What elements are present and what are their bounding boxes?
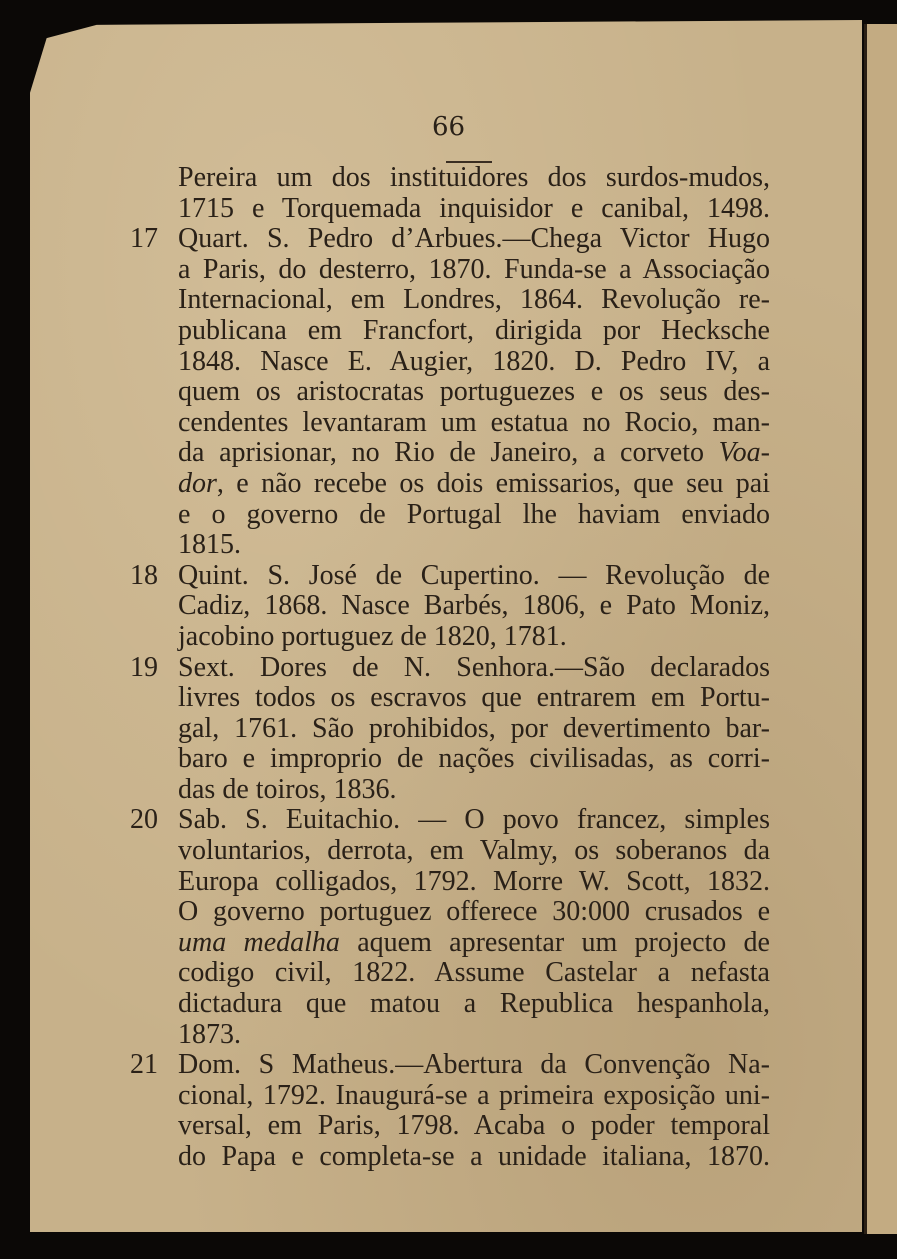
text-line: cendentes levantaram um estatua no Rocio, man-	[178, 406, 770, 438]
text-line: 1815.	[178, 529, 241, 561]
day-number: 19	[130, 651, 158, 683]
text-line: dictadura que matou a Republica hespanhola,	[178, 988, 770, 1020]
entry-line	[130, 805, 770, 836]
entry-line	[130, 224, 770, 255]
text-line: Dom. S Matheus.—Abertura da Convenção Na-	[178, 1049, 770, 1081]
almanac-text	[130, 163, 770, 1173]
text-line: Quint. S. José de Cupertino. — Revolução de	[178, 559, 770, 591]
text-line: Pereira um dos instituidores dos surdos-mudos,	[178, 162, 770, 193]
text-line: Cadiz, 1868. Nasce Barbés, 1806, e Pato Moniz,	[178, 590, 770, 622]
text-line: Sab. S. Euitachio. — O povo francez, simples	[178, 804, 770, 836]
text-line: e o governo de Portugal lhe haviam enviado	[178, 498, 770, 530]
italic-word: Voa-	[718, 437, 770, 469]
text-line: 1715 e Torquemada inquisidor e canibal, 1498.	[178, 192, 770, 224]
text-line: da aprisionar, no Rio de Janeiro, a corveto Voa-	[178, 437, 770, 469]
text-line: Quart. S. Pedro d’Arbues.—Chega Victor Hugo	[178, 223, 770, 255]
text-line: Europa colligados, 1792. Morre W. Scott, 1832.	[178, 865, 770, 897]
text-line: Internacional, em Londres, 1864. Revolução re-	[178, 284, 770, 316]
entry-line	[130, 1050, 770, 1081]
italic-phrase: uma medalha	[178, 926, 340, 958]
text-line: 1873.	[178, 1018, 241, 1050]
text-line: quem os aristocratas portuguezes e os seus des-	[178, 376, 770, 408]
text-line: voluntarios, derrota, em Valmy, os soberanos da	[178, 835, 770, 867]
italic-word: dor	[178, 467, 217, 499]
text-line: gal, 1761. São prohibidos, por devertimento bar-	[178, 712, 770, 744]
day-number: 21	[130, 1049, 158, 1081]
text-line: livres todos os escravos que entrarem em Portu-	[178, 682, 770, 714]
text-line: codigo civil, 1822. Assume Castelar a nefasta	[178, 957, 770, 989]
text-line: O governo portuguez offerece 30:000 crusados e	[178, 896, 770, 928]
day-number: 20	[130, 804, 158, 836]
entry-line	[130, 561, 770, 592]
text-line: a Paris, do desterro, 1870. Funda-se a Associação	[178, 253, 770, 285]
text-line: publicana em Francfort, dirigida por Hecksche	[178, 314, 770, 346]
text-line: das de toiros, 1836.	[178, 773, 397, 805]
text-line: 1848. Nasce E. Augier, 1820. D. Pedro IV, a	[178, 345, 770, 377]
text-line: versal, em Paris, 1798. Acaba o poder temporal	[178, 1110, 770, 1142]
entry-line	[130, 653, 770, 684]
text-line: Sext. Dores de N. Senhora.—São declarados	[178, 651, 770, 683]
text-line: cional, 1792. Inaugurá-se a primeira exposição uni-	[178, 1079, 770, 1111]
text-line: do Papa e completa-se a unidade italiana, 1870.	[178, 1141, 770, 1172]
text-line: uma medalha aquem apresentar um projecto de	[178, 926, 770, 958]
next-page-edge	[864, 24, 897, 1234]
text-line: jacobino portuguez de 1820, 1781.	[178, 620, 567, 652]
page-number: 66	[432, 112, 466, 142]
day-number: 17	[130, 223, 158, 255]
text-line: dor, e não recebe os dois emissarios, que seu pai	[178, 467, 770, 499]
day-number: 18	[130, 559, 158, 591]
text-line: baro e improprio de nações civilisadas, as corri-	[178, 743, 770, 775]
